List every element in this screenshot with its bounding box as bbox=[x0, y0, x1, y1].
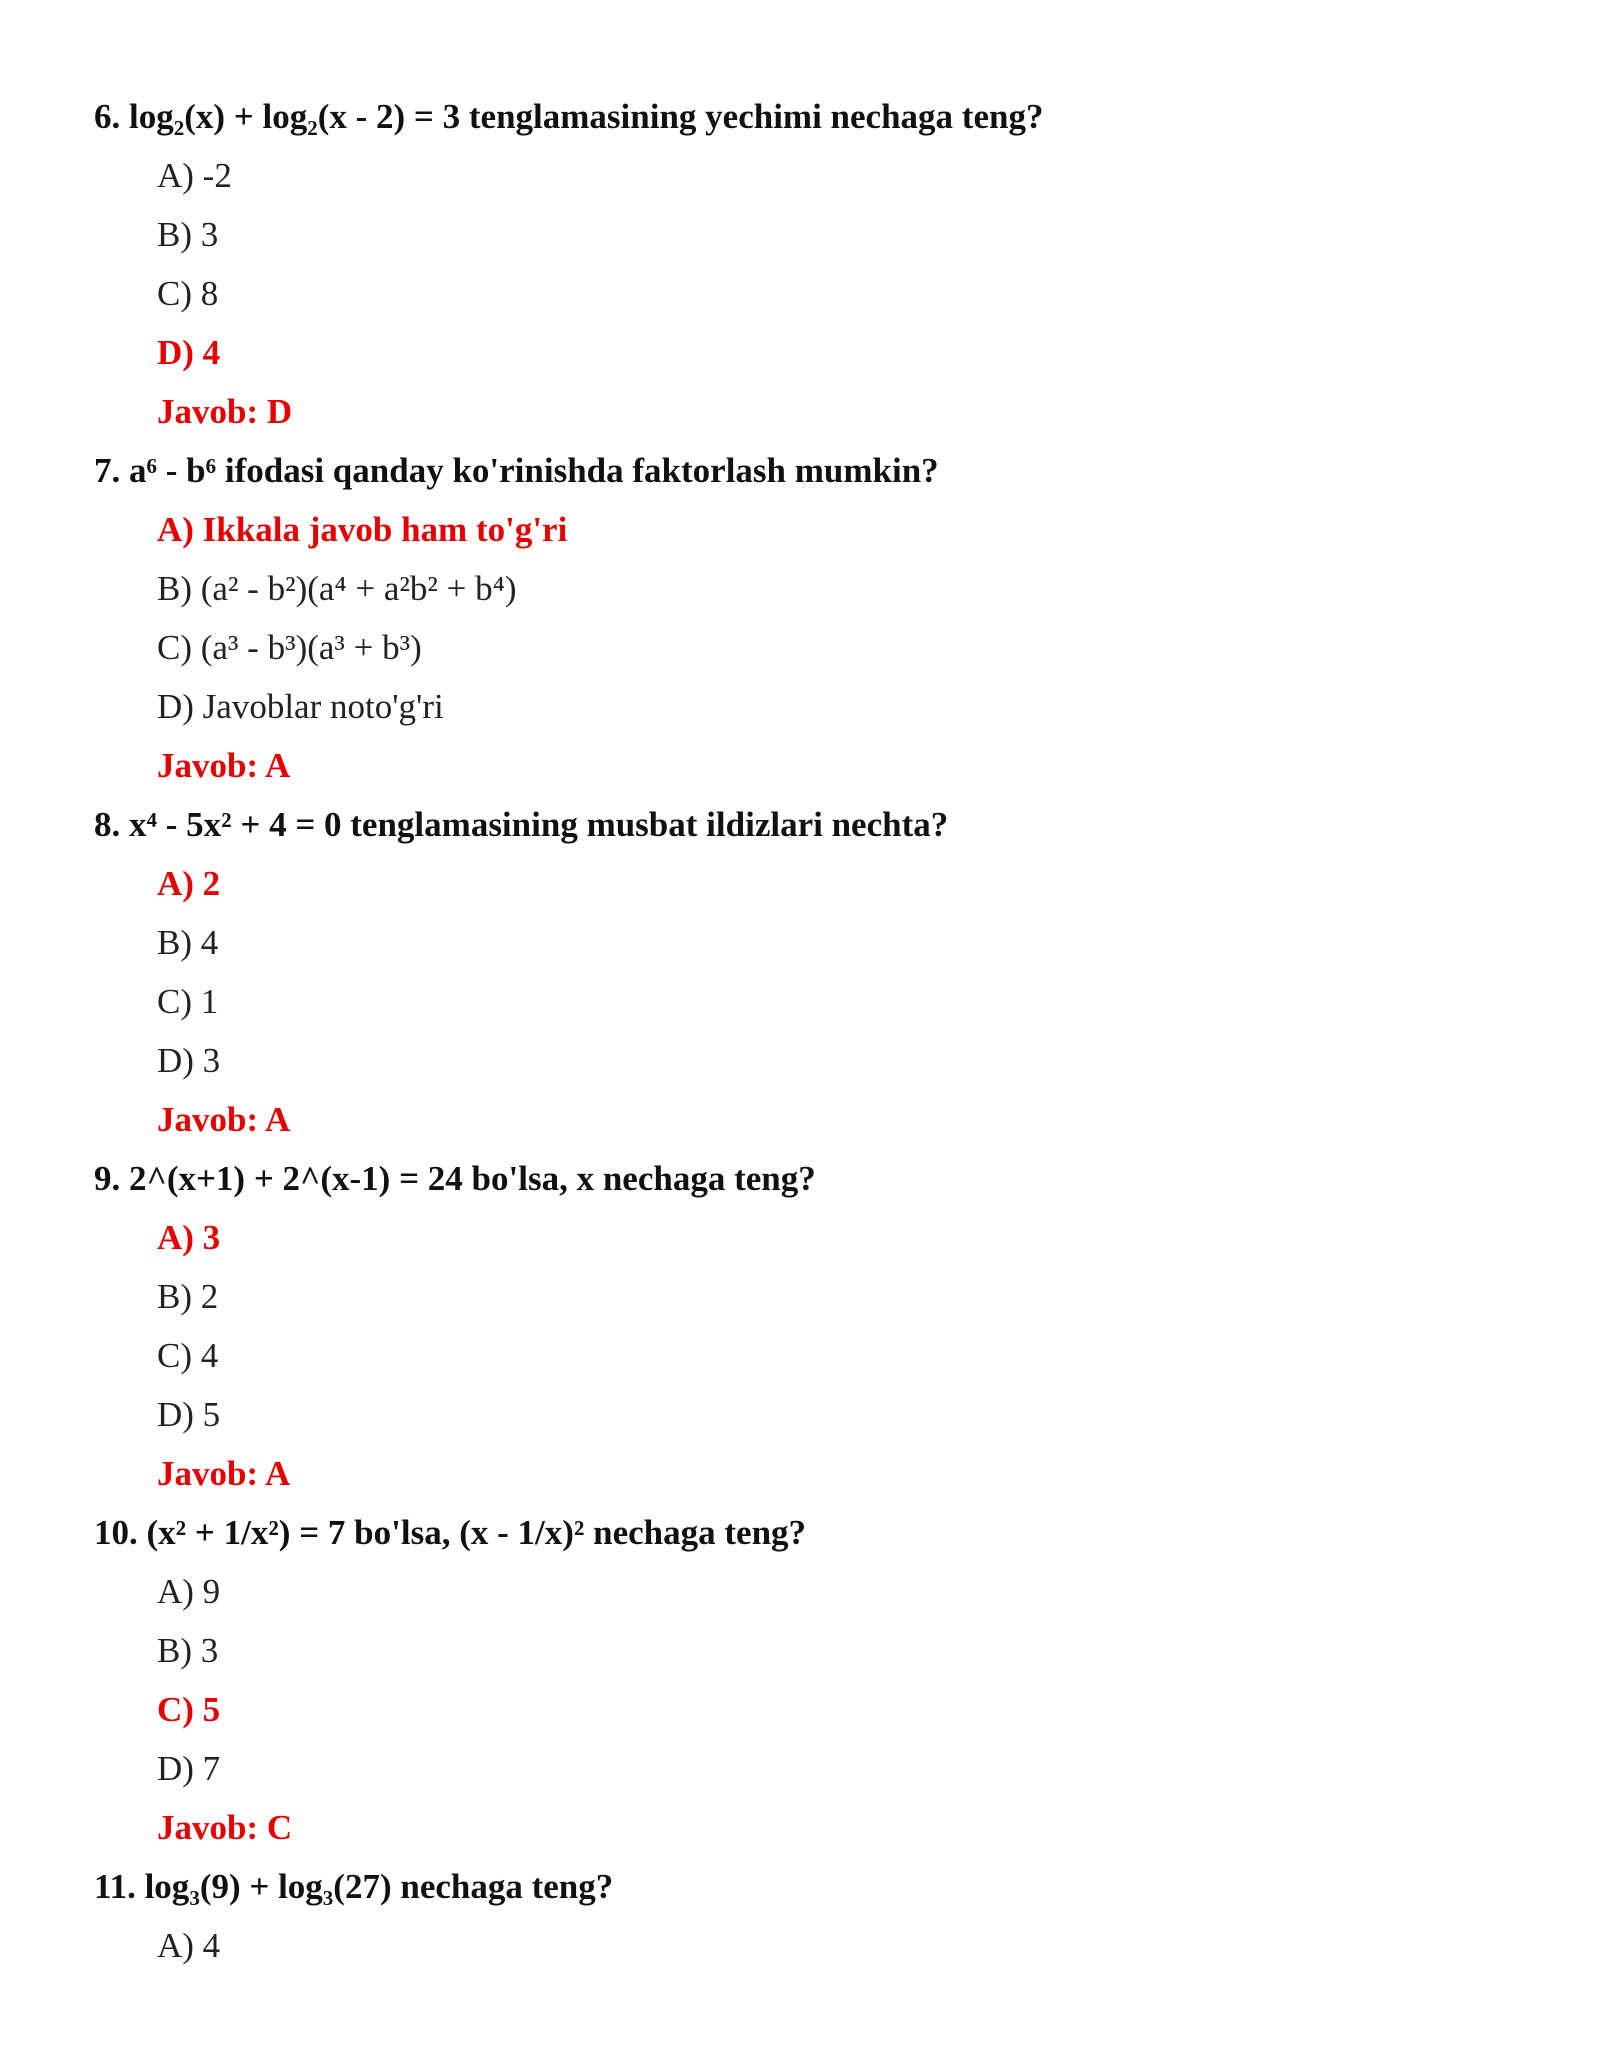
question-block bbox=[94, 795, 1514, 1149]
question-text: 2^(x+1) + 2^(x-1) = 24 bo'lsa, x nechaga teng? bbox=[129, 1159, 816, 1198]
answer-key: Javob: A bbox=[157, 1100, 291, 1139]
answer-option: C) 1 bbox=[157, 982, 219, 1021]
question-block bbox=[94, 87, 1514, 441]
question-number: 10. bbox=[94, 1513, 138, 1552]
answer-key: Javob: A bbox=[157, 746, 291, 785]
answer-option: D) 3 bbox=[157, 1041, 221, 1080]
answer-option: C) 8 bbox=[157, 274, 219, 313]
question-number: 7. bbox=[94, 451, 121, 490]
correct-option: A) Ikkala javob ham to'g'ri bbox=[157, 510, 568, 549]
answer-key: Javob: C bbox=[157, 1808, 293, 1847]
answer-option: B) 2 bbox=[157, 1277, 219, 1316]
correct-option: D) 4 bbox=[157, 333, 221, 372]
question-number: 6. bbox=[94, 97, 121, 136]
question-title bbox=[94, 795, 1514, 854]
question-text: $\log_2(x) + \log_2(x - 2) = 3$ tenglamasining yechimi nechaga teng? bbox=[129, 97, 1044, 140]
correct-option: A) 3 bbox=[157, 1218, 221, 1257]
question-number: 11. bbox=[94, 1867, 136, 1906]
question-title bbox=[94, 1149, 1514, 1208]
question-block bbox=[94, 441, 1514, 795]
answer-key: Javob: A bbox=[157, 1454, 291, 1493]
question-text: (x² + 1/x²) = 7 bo'lsa, (x - 1/x)² nechaga teng? bbox=[146, 1513, 807, 1552]
question-title bbox=[94, 1503, 1514, 1562]
answer-option: D) 5 bbox=[157, 1395, 221, 1434]
question-number: 9. bbox=[94, 1159, 121, 1198]
answer-option: A) 9 bbox=[157, 1572, 221, 1611]
question-text: a⁶ - b⁶ ifodasi qanday ko'rinishda faktorlash mumkin? bbox=[129, 451, 939, 490]
answer-option: B) 4 bbox=[157, 923, 219, 962]
answer-option: B) 3 bbox=[157, 215, 219, 254]
answer-option: A) 4 bbox=[157, 1926, 221, 1965]
question-text: x⁴ - 5x² + 4 = 0 tenglamasining musbat ildizlari nechta? bbox=[129, 805, 949, 844]
question-block bbox=[94, 1149, 1514, 1503]
question-text: $\log_3(9) + \log_3(27)$ nechaga teng? bbox=[144, 1867, 614, 1910]
correct-option: C) 5 bbox=[157, 1690, 221, 1729]
question-list bbox=[94, 87, 1514, 1975]
answer-option: C) 4 bbox=[157, 1336, 219, 1375]
answer-option: A) -2 bbox=[157, 156, 232, 195]
question-title bbox=[94, 87, 1514, 146]
question-number: 8. bbox=[94, 805, 121, 844]
question-title bbox=[94, 1857, 1514, 1916]
answer-option: D) 7 bbox=[157, 1749, 221, 1788]
question-block bbox=[94, 1503, 1514, 1857]
answer-option: B) (a² - b²)(a⁴ + a²b² + b⁴) bbox=[157, 569, 517, 608]
answer-option: D) Javoblar noto'g'ri bbox=[157, 687, 444, 726]
correct-option: A) 2 bbox=[157, 864, 221, 903]
question-title bbox=[94, 441, 1514, 500]
question-block bbox=[94, 1857, 1514, 1975]
answer-option: B) 3 bbox=[157, 1631, 219, 1670]
answer-key: Javob: D bbox=[157, 392, 293, 431]
answer-option: C) (a³ - b³)(a³ + b³) bbox=[157, 628, 422, 667]
